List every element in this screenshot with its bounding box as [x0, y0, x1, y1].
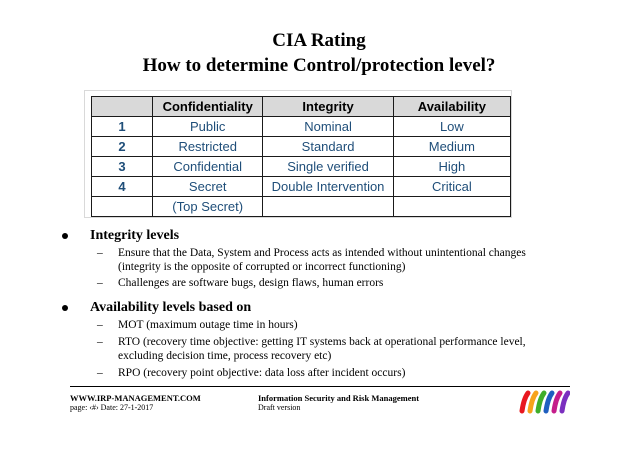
logo-stroke [546, 393, 552, 411]
sub-bullet-text: Ensure that the Data, System and Process acts as intended without unintentional changes (integrity is the opposite of corrupted or incorrect functioning) [118, 247, 526, 273]
company-logo-icon [518, 390, 570, 414]
dash-icon: – [97, 336, 103, 348]
logo-stroke [530, 393, 536, 411]
bullet-heading: Availability levels based on [90, 300, 252, 315]
logo-stroke [538, 393, 544, 411]
cell-level: 2 [92, 137, 153, 157]
dash-icon: – [97, 319, 103, 331]
cell-availability: Low [393, 117, 510, 137]
header-cell-confidentiality: Confidentiality [153, 97, 263, 117]
cell-confidentiality: (Top Secret) [153, 197, 263, 217]
cell-confidentiality: Confidential [153, 157, 263, 177]
cell-confidentiality: Secret [153, 177, 263, 197]
dash-icon: – [97, 247, 103, 259]
cell-integrity: Standard [263, 137, 393, 157]
cell-integrity: Double Intervention [263, 177, 393, 197]
table-row [92, 177, 511, 197]
logo-stroke [522, 393, 528, 411]
cell-confidentiality: Restricted [153, 137, 263, 157]
slide-title: CIA Rating [272, 30, 366, 51]
dash-icon: – [97, 367, 103, 379]
footer-doc-title: Information Security and Risk Management [258, 393, 420, 403]
cell-confidentiality: Public [153, 117, 263, 137]
dash-icon: – [97, 277, 103, 289]
cell-availability: Critical [393, 177, 510, 197]
table-row [92, 137, 511, 157]
cell-availability: Medium [393, 137, 510, 157]
cell-availability: High [393, 157, 510, 177]
footer-website: WWW.IRP-MANAGEMENT.COM [70, 393, 201, 403]
sub-bullet-text: MOT (maximum outage time in hours) [118, 319, 298, 331]
table-row [92, 197, 511, 217]
footer-page-date: page: ‹#› Date: 27-1-2017 [70, 403, 154, 412]
cell-level: 4 [92, 177, 153, 197]
footer-center [258, 393, 419, 413]
header-cell-level [92, 97, 153, 117]
logo-stroke [562, 393, 568, 411]
cell-integrity [263, 197, 393, 217]
footer-doc-status: Draft version [258, 403, 301, 412]
logo-stroke [554, 393, 560, 411]
bullet-heading: Integrity levels [90, 228, 180, 243]
sub-bullet-text: Challenges are software bugs, design flaws, human errors [118, 277, 384, 289]
cia-table-image [84, 90, 512, 218]
header-cell-integrity: Integrity [263, 97, 393, 117]
sub-bullet-text: RTO (recovery time objective: getting IT systems back at operational performance level, excluding decision time, process recovery etc) [118, 336, 526, 362]
bullet-dot-icon [62, 233, 68, 239]
table-row [92, 117, 511, 137]
cell-level: 1 [92, 117, 153, 137]
footer-left [70, 393, 201, 413]
cell-integrity: Single verified [263, 157, 393, 177]
cell-level [92, 197, 153, 217]
table-row [92, 157, 511, 177]
cell-availability [393, 197, 510, 217]
sub-bullet-text: RPO (recovery point objective: data loss after incident occurs) [118, 367, 406, 379]
cia-rating-table [91, 96, 511, 217]
bullet-dot-icon [62, 305, 68, 311]
footer-divider [70, 386, 570, 387]
cell-level: 3 [92, 157, 153, 177]
cell-integrity: Nominal [263, 117, 393, 137]
header-cell-availability: Availability [393, 97, 510, 117]
table-header-row [92, 97, 511, 117]
slide-subtitle: How to determine Control/protection level? [142, 55, 496, 76]
